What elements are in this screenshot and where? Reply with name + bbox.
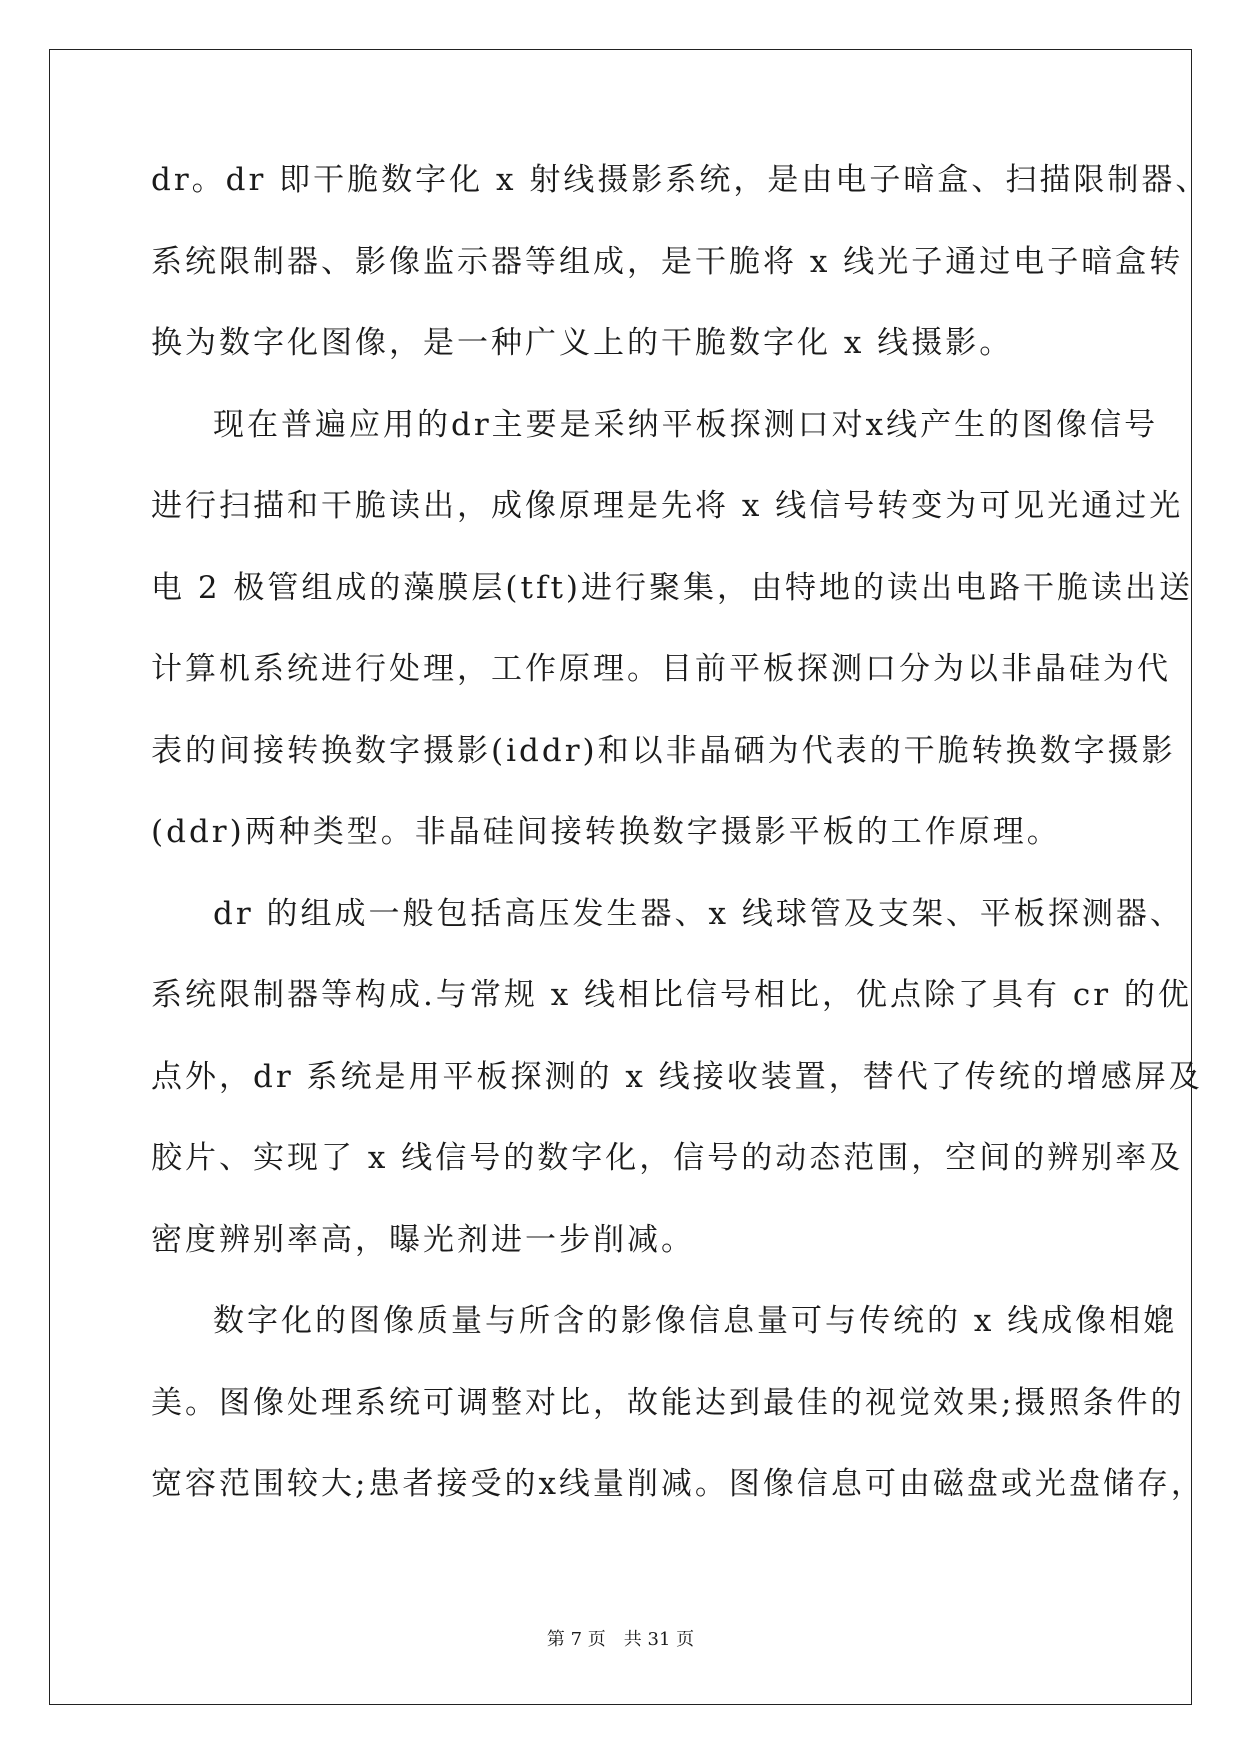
- text-line: 换为数字化图像，是一种广义上的干脆数字化 x 线摄影。: [151, 325, 1014, 361]
- text-line: 进行扫描和干脆读出，成像原理是先将 x 线信号转变为可见光通过光: [151, 488, 1184, 524]
- text-line: 电 2 极管组成的藻膜层(tft)进行聚集，由特地的读出电路干脆读出送: [151, 569, 1194, 606]
- paragraph-start-line: 现在普遍应用的dr主要是采纳平板探测口对x线产生的图像信号: [213, 406, 1159, 443]
- text-line: 美。图像处理系统可调整对比，故能达到最佳的视觉效果;摄照条件的: [151, 1384, 1185, 1421]
- text-line: 胶片、实现了 x 线信号的数字化，信号的动态范围，空间的辨别率及: [151, 1140, 1184, 1176]
- text-line: 系统限制器等构成.与常规 x 线相比信号相比，优点除了具有 cr 的优: [151, 977, 1192, 1013]
- page-number-footer: 第 7 页 共 31 页: [546, 1629, 695, 1650]
- text-line: 系统限制器、影像监示器等组成，是干脆将 x 线光子通过电子暗盒转: [151, 243, 1184, 280]
- document-body: [151, 162, 1210, 1549]
- text-line: (ddr)两种类型。非晶硅间接转换数字摄影平板的工作原理。: [151, 814, 1061, 850]
- text-line: 计算机系统进行处理，工作原理。目前平板探测口分为以非晶硅为代: [151, 651, 1171, 687]
- paragraph-start-line: dr 的组成一般包括高压发生器、x 线球管及支架、平板探测器、: [213, 895, 1184, 932]
- text-line: 表的间接转换数字摄影(iddr)和以非晶硒为代表的干脆转换数字摄影: [151, 732, 1176, 769]
- text-line: 宽容范围较大;患者接受的x线量削减。图像信息可由磁盘或光盘储存，: [151, 1466, 1205, 1502]
- text-line: 点外，dr 系统是用平板探测的 x 线接收装置，替代了传统的增感屏及: [151, 1058, 1203, 1095]
- paragraph-start-line: 数字化的图像质量与所含的影像信息量可与传统的 x 线成像相媲: [213, 1303, 1178, 1339]
- text-line: 密度辨别率高，曝光剂进一步削减。: [151, 1221, 695, 1258]
- text-line: dr。dr 即干脆数字化 x 射线摄影系统，是由电子暗盒、扫描限制器、: [151, 162, 1210, 198]
